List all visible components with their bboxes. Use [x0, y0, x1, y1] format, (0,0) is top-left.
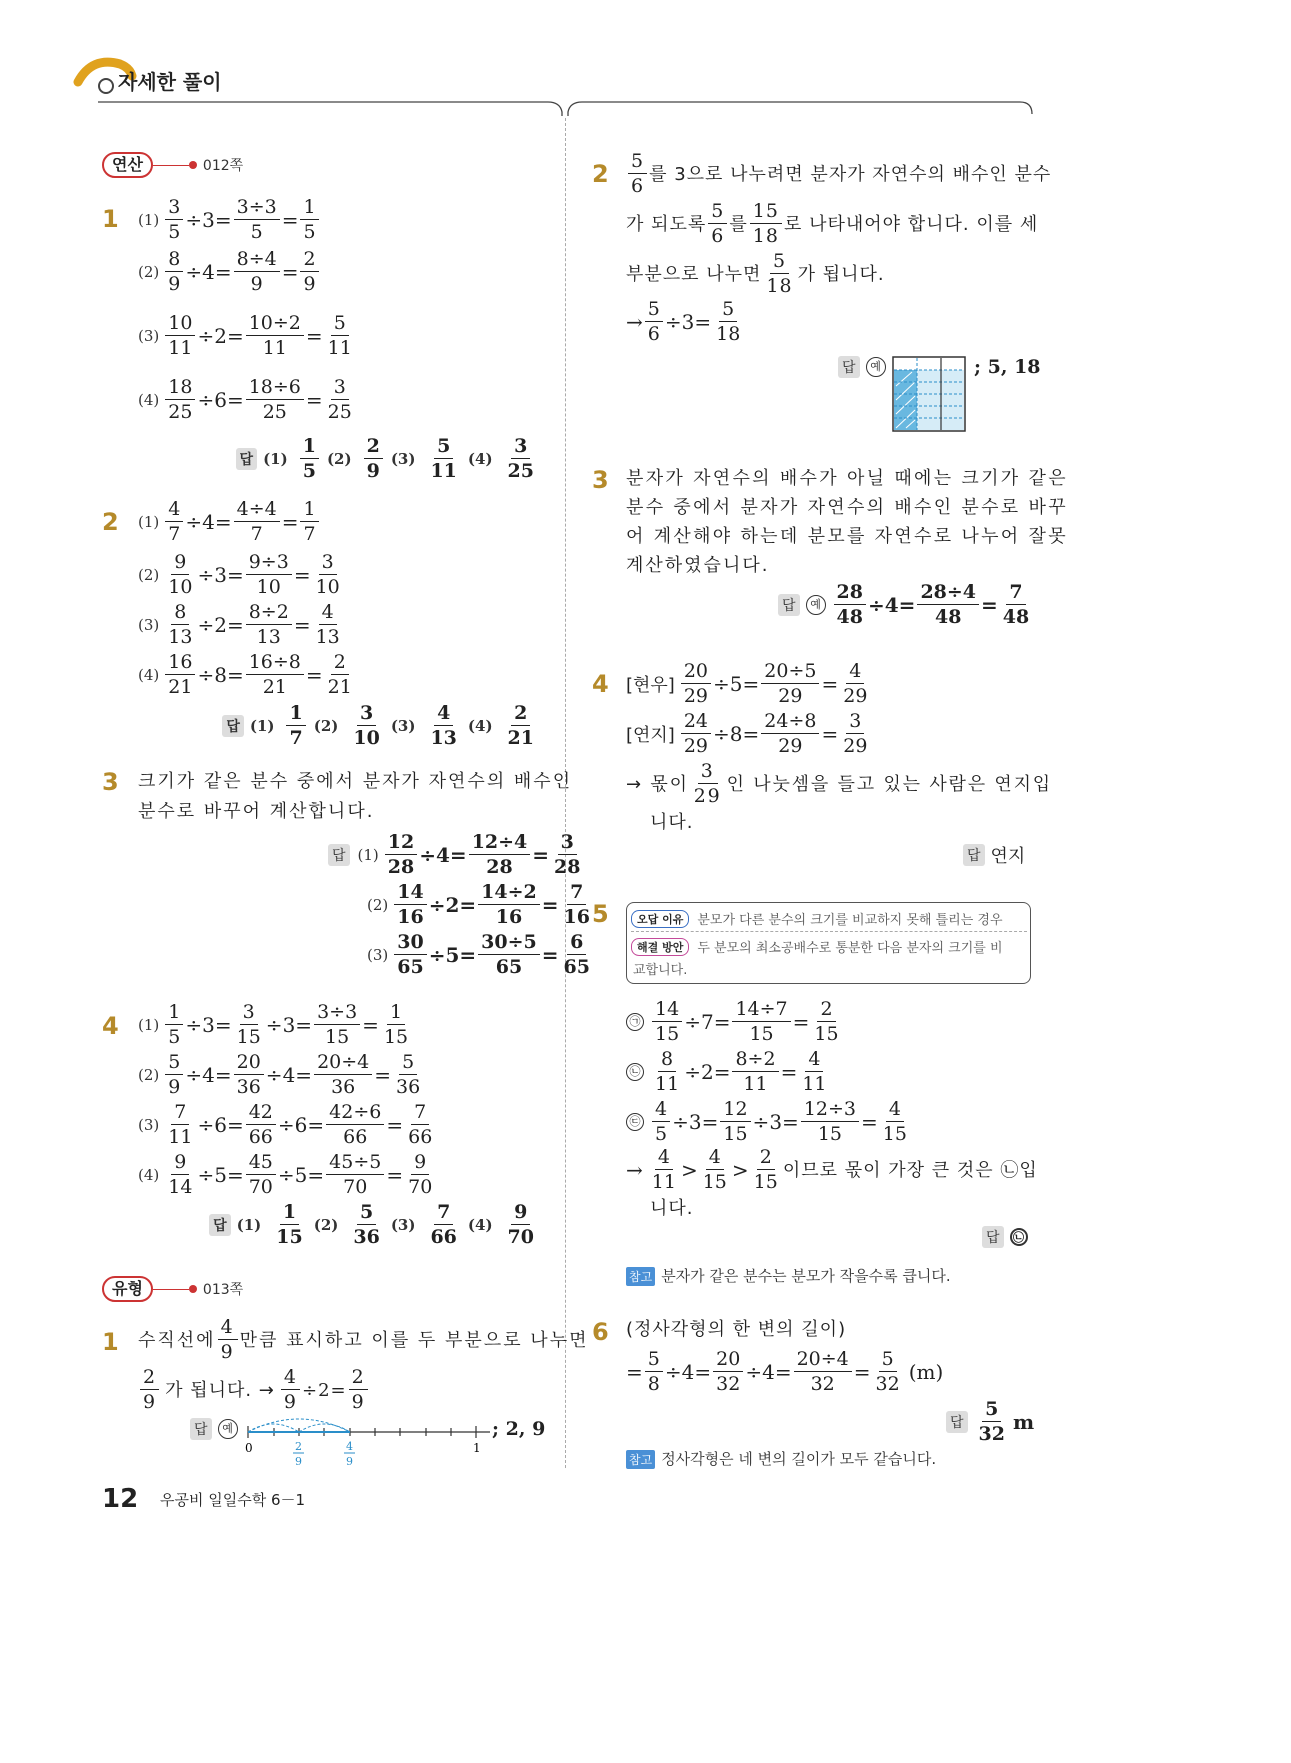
problem-number: 1: [102, 1328, 119, 1356]
note: 참고 분자가 같은 분수는 분모가 작을수록 큽니다.: [626, 1265, 951, 1286]
tick-label: 0: [245, 1441, 253, 1455]
eq-row: (1) $\frac{1}{5}$ ÷ 3 = $\frac{3}{15}$ ÷ 3 = $\frac{3\div 3}{15}$ = $\frac{1}{15}$: [138, 1001, 409, 1048]
answer-row: 답 (1) 1 5 (2) 2 9 (3) 5 11 (4) 3 25: [236, 437, 539, 481]
tick-label: 1: [473, 1441, 481, 1455]
section-page: 012쪽: [202, 158, 244, 174]
eq-row: ㉠ $\frac{14}{15}$ ÷ 7 = $\frac{14\div 7}{15}$ = $\frac{2}{15}$: [626, 1000, 844, 1044]
eq-row: [현우] $\frac{20}{29}$ ÷ 5 = $\frac{20\div 5}{29}$ = $\frac{4}{29}$: [626, 660, 868, 707]
problem-text: 크기가 같은 분수 중에서 분자가 자연수의 배수인: [138, 771, 573, 792]
problem-text: → 몫이 3 29 인 나눗셈을 들고 있는 사람은 연지입: [626, 760, 1052, 807]
answer-row: 답 (1) 1 15 (2) 5 36 (3) 7 66 (4) 9 70: [209, 1203, 539, 1247]
header-title: 자세한 풀이: [118, 70, 222, 94]
eq-row: = $\frac{5}{8}$ ÷ 4 = $\frac{20}{32}$ ÷ 4 = $\frac{20\div 4}{32}$ = $\frac{5}{32}$ (m): [626, 1348, 944, 1395]
answer-value: ; 2, 9: [492, 1418, 546, 1440]
eq-row: (2) $\frac{9}{10}$ ÷ 3 = $\frac{9\div 3}{10}$ = $\frac{3}{10}$: [138, 551, 340, 598]
answer-row: 답 5 32 m: [946, 1400, 1034, 1444]
problem-number: 1: [102, 205, 119, 233]
problem-text: 2 9 가 됩니다. → $\frac{4}{9}$ ÷ 2 = $\frac{2}{9}$: [138, 1368, 370, 1412]
eq-row: → 4 11 > 4 15 > 2 15 이므로 몫이 가장 큰 것은 ㉡입: [626, 1146, 1038, 1193]
eq-row: (4) $\frac{9}{14}$ ÷ 5 = $\frac{45}{70}$ ÷ 5 = $\frac{45\div 5}{70}$ = $\frac{9}{70}$: [138, 1151, 433, 1198]
section-type: [102, 1276, 243, 1302]
problem-text: 부분으로 나누면 5 18 가 됩니다.: [626, 250, 885, 297]
eq-row: 답 (1) $\frac{12}{28}$ ÷ 4 = $\frac{12\div 4}{28}$ = $\frac{3}{28}$: [328, 833, 586, 877]
number-line: [240, 1412, 500, 1472]
section-page: 013쪽: [202, 1282, 244, 1298]
section-label: 연산: [102, 152, 153, 178]
answer-row: 답 연지: [963, 842, 1025, 868]
hint-box: 오답 이유 분모가 다른 분수의 크기를 비교하지 못해 틀리는 경우 해결 방안 두 분모의 최소공배수로 통분한 다음 분자의 크기를 비 교합니다.: [626, 902, 1031, 984]
eq-row: (3) $\frac{30}{65}$ ÷ 5 = $\frac{30\div 5}{65}$ = $\frac{6}{65}$: [367, 931, 590, 978]
problem-text: 5 6 를 3으로 나누려면 분자가 자연수의 배수인 분수: [626, 152, 1051, 196]
eq-row: (1) $\frac{3}{5}$ ÷ 3 = $\frac{3\div 3}{5}$ = $\frac{1}{5}$: [138, 198, 321, 242]
eq-row: (2) $\frac{5}{9}$ ÷ 4 = $\frac{20}{36}$ ÷ 4 = $\frac{20\div 4}{36}$ = $\frac{5}{36}$: [138, 1051, 421, 1098]
problem-text: 어 계산해야 하는데 분모를 자연수로 나누어 잘못: [626, 526, 1068, 547]
eq-row: (2) $\frac{14}{16}$ ÷ 2 = $\frac{14\div 2}{16}$ = $\frac{7}{16}$: [367, 881, 590, 928]
eq-row: ㉢ $\frac{4}{5}$ ÷ 3 = $\frac{12}{15}$ ÷ 3 = $\frac{12\div 3}{15}$ = $\frac{4}{15}$: [626, 1100, 912, 1144]
dot-icon: [189, 161, 197, 169]
eq-row: [연지] $\frac{24}{29}$ ÷ 8 = $\frac{24\div 8}{29}$ = $\frac{3}{29}$: [626, 710, 868, 757]
fraction-diagram: [892, 356, 968, 434]
page-number: 12: [102, 1484, 139, 1514]
answer-row: 답 ㉡: [982, 1226, 1034, 1248]
tick-label: 9: [295, 1455, 302, 1468]
problem-number: 6: [592, 1318, 609, 1346]
eq-row: (1) $\frac{4}{7}$ ÷ 4 = $\frac{4\div 4}{7}$ = $\frac{1}{7}$: [138, 500, 321, 544]
header-rule: [0, 90, 1291, 130]
eq-row: (2) $\frac{8}{9}$ ÷ 4 = $\frac{8\div 4}{9}$ = $\frac{2}{9}$: [138, 250, 321, 294]
problem-number: 3: [102, 768, 119, 796]
dot-icon: [189, 1285, 197, 1293]
eq-row: (3) $\frac{7}{11}$ ÷ 6 = $\frac{42}{66}$ ÷ 6 = $\frac{42\div 6}{66}$ = $\frac{7}{66}$: [138, 1101, 433, 1148]
problem-text: (정사각형의 한 변의 길이): [626, 1319, 847, 1340]
problem-text: 니다.: [650, 1198, 694, 1219]
tick-label: 9: [346, 1455, 353, 1468]
eq-row: (3) $\frac{10}{11}$ ÷ 2 = $\frac{10\div 2}{11}$ = $\frac{5}{11}$: [138, 312, 352, 359]
section-calc: [102, 152, 243, 178]
problem-number: 5: [592, 900, 609, 928]
problem-text: 분수 중에서 분자가 자연수의 배수인 분수로 바꾸: [626, 497, 1068, 518]
tick-label: 2: [295, 1440, 302, 1453]
problem-text: 분자가 자연수의 배수가 아닐 때에는 크기가 같은: [626, 468, 1068, 489]
note: 참고 정사각형은 네 변의 길이가 모두 같습니다.: [626, 1448, 936, 1469]
problem-text: 가 되도록 5 6 를 15 18 로 나타내어야 합니다. 이를 세: [626, 200, 1039, 247]
eq-row: (4) $\frac{16}{21}$ ÷ 8 = $\frac{16\div 8}{21}$ = $\frac{2}{21}$: [138, 651, 352, 698]
answer-row: 답 예 $\frac{28}{48}$ ÷ 4 = $\frac{28\div 4}{48}$ = $\frac{7}{48}$: [778, 583, 1034, 627]
problem-text: 계산하였습니다.: [626, 555, 770, 576]
problem-number: 3: [592, 466, 609, 494]
problem-number: 4: [102, 1012, 119, 1040]
book-title: 우공비 일일수학 6－1: [160, 1491, 306, 1509]
answer-row: 답 (1) 1 7 (2) 3 10 (3) 4 13 (4) 2 21: [222, 704, 539, 748]
eq-row: (4) $\frac{18}{25}$ ÷ 6 = $\frac{18\div 6}{25}$ = $\frac{3}{25}$: [138, 376, 352, 423]
eq-row: ㉡ $\frac{8}{11}$ ÷ 2 = $\frac{8\div 2}{11}$ = $\frac{4}{11}$: [626, 1050, 832, 1094]
problem-number: 2: [102, 508, 119, 536]
answer-row: 답 예: [838, 356, 886, 378]
problem-number: 2: [592, 160, 609, 188]
answer-value: ; 5, 18: [974, 356, 1041, 378]
eq-row: → $\frac{5}{6}$ ÷ 3 = $\frac{5}{18}$: [626, 298, 741, 345]
problem-text: 니다.: [650, 812, 694, 833]
answer-row: 답 예: [190, 1418, 238, 1440]
problem-text: 수직선에 4 9 만큼 표시하고 이를 두 부분으로 나누면: [138, 1316, 589, 1363]
section-label: 유형: [102, 1276, 153, 1302]
tick-label: 4: [346, 1440, 353, 1453]
problem-text: 분수로 바꾸어 계산합니다.: [138, 801, 375, 822]
problem-number: 4: [592, 670, 609, 698]
eq-row: (3) $\frac{8}{13}$ ÷ 2 = $\frac{8\div 2}{13}$ = $\frac{4}{13}$: [138, 601, 340, 648]
